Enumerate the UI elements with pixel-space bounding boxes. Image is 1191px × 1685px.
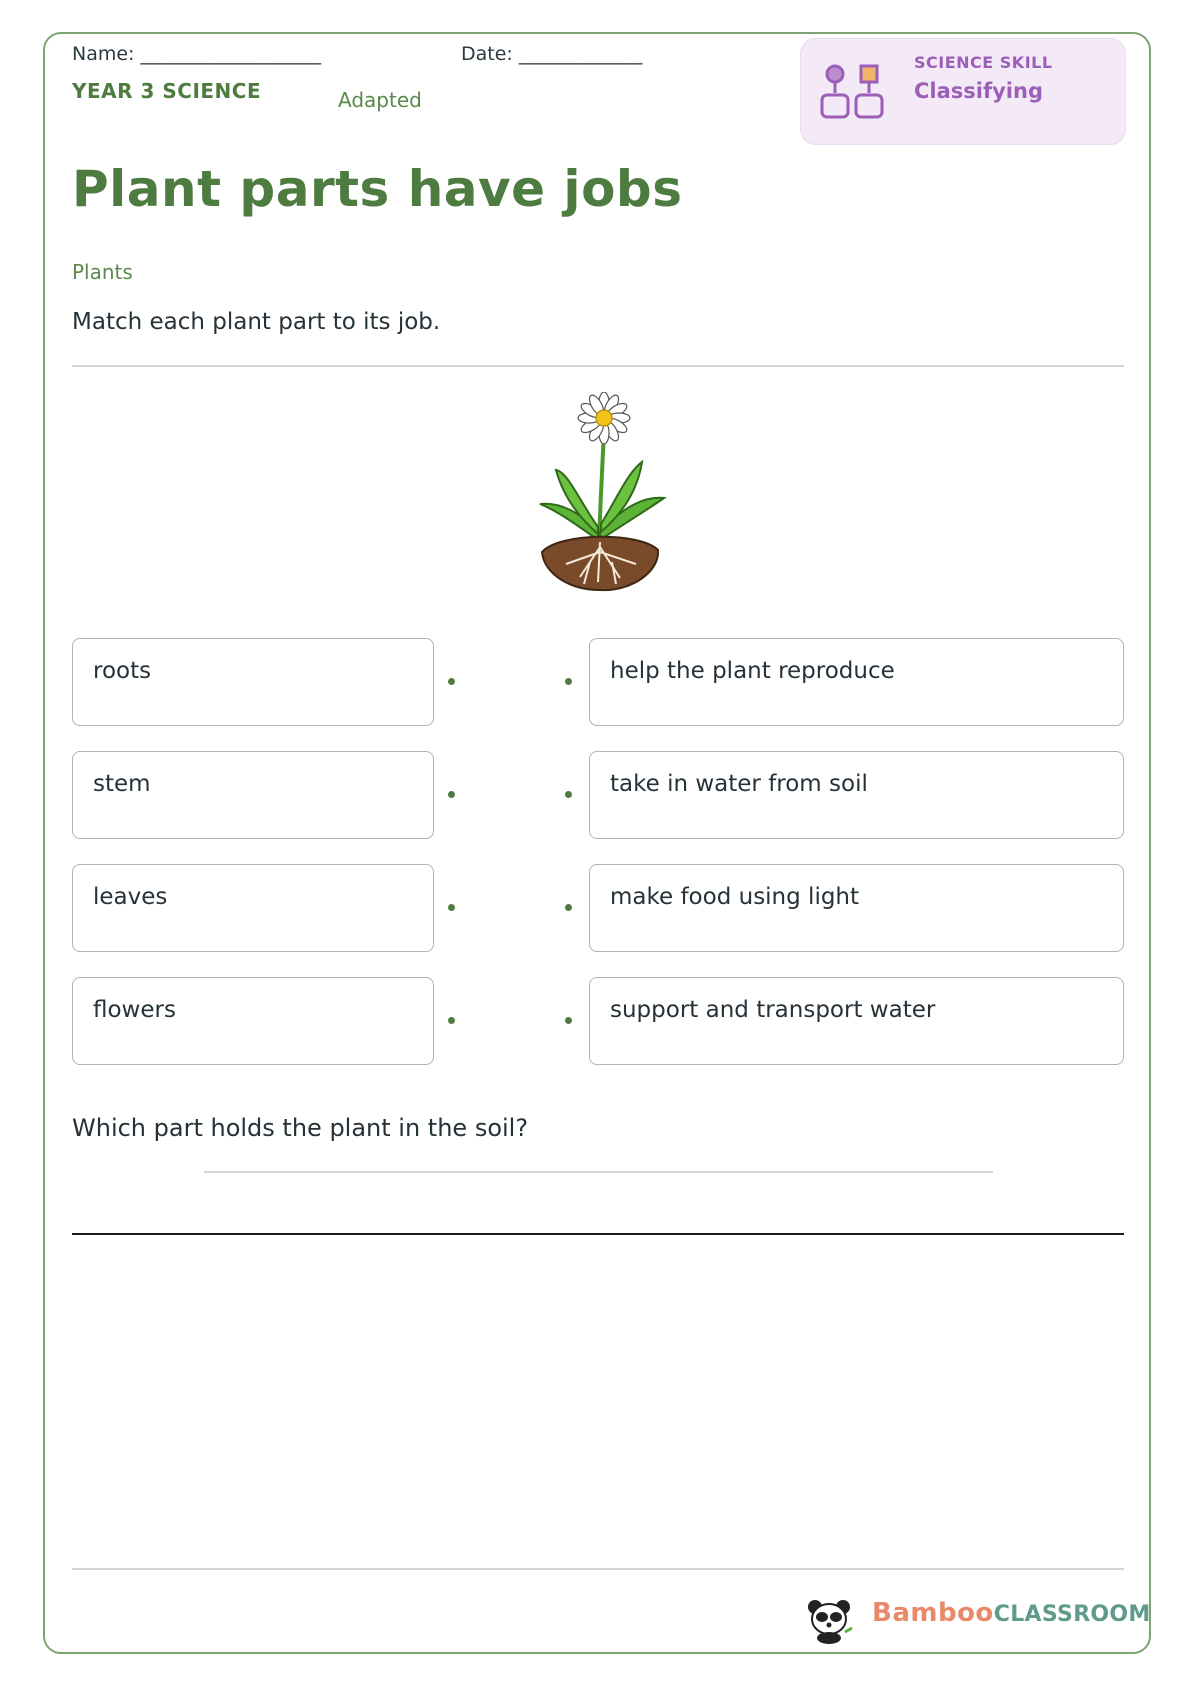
match-dot-left[interactable]	[448, 678, 455, 685]
instruction-text: Match each plant part to its job.	[72, 309, 441, 335]
daisy-plant-illustration	[520, 392, 680, 598]
brand-name-classroom: CLASSROOM	[993, 1602, 1151, 1627]
question-text: Which part holds the plant in the soil?	[72, 1114, 529, 1142]
job-make-food: make food using light	[589, 864, 1124, 952]
science-skill-box	[800, 38, 1126, 145]
plant-part-flowers: flowers	[72, 977, 434, 1065]
footer-divider	[72, 1568, 1124, 1570]
worksheet-title: Plant parts have jobs	[72, 160, 683, 218]
answer-line[interactable]	[204, 1171, 993, 1173]
plant-part-leaves: leaves	[72, 864, 434, 952]
divider	[72, 365, 1124, 367]
topic-label: Plants	[72, 260, 133, 284]
job-water-from-soil: take in water from soil	[589, 751, 1124, 839]
section-divider	[72, 1233, 1124, 1235]
name-field[interactable]: Name: ___________________	[72, 43, 321, 65]
brand-name	[872, 1598, 1151, 1628]
skill-name: Classifying	[914, 79, 1043, 103]
job-support-transport: support and transport water	[589, 977, 1124, 1065]
match-dot-left[interactable]	[448, 904, 455, 911]
plant-part-roots: roots	[72, 638, 434, 726]
brand-name-bamboo: Bamboo	[872, 1598, 994, 1628]
date-field[interactable]: Date: _____________	[461, 43, 643, 65]
worksheet-frame	[43, 32, 1151, 1654]
match-dot-right[interactable]	[565, 1017, 572, 1024]
match-dot-left[interactable]	[448, 791, 455, 798]
match-dot-right[interactable]	[565, 678, 572, 685]
classifying-icon	[819, 63, 887, 129]
skill-label: SCIENCE SKILL	[914, 53, 1053, 72]
match-dot-right[interactable]	[565, 791, 572, 798]
plant-part-stem: stem	[72, 751, 434, 839]
year-label: YEAR 3 SCIENCE	[72, 79, 262, 103]
job-reproduce: help the plant reproduce	[589, 638, 1124, 726]
match-dot-left[interactable]	[448, 1017, 455, 1024]
match-dot-right[interactable]	[565, 904, 572, 911]
adapted-label: Adapted	[338, 88, 422, 112]
panda-logo	[805, 1598, 853, 1644]
